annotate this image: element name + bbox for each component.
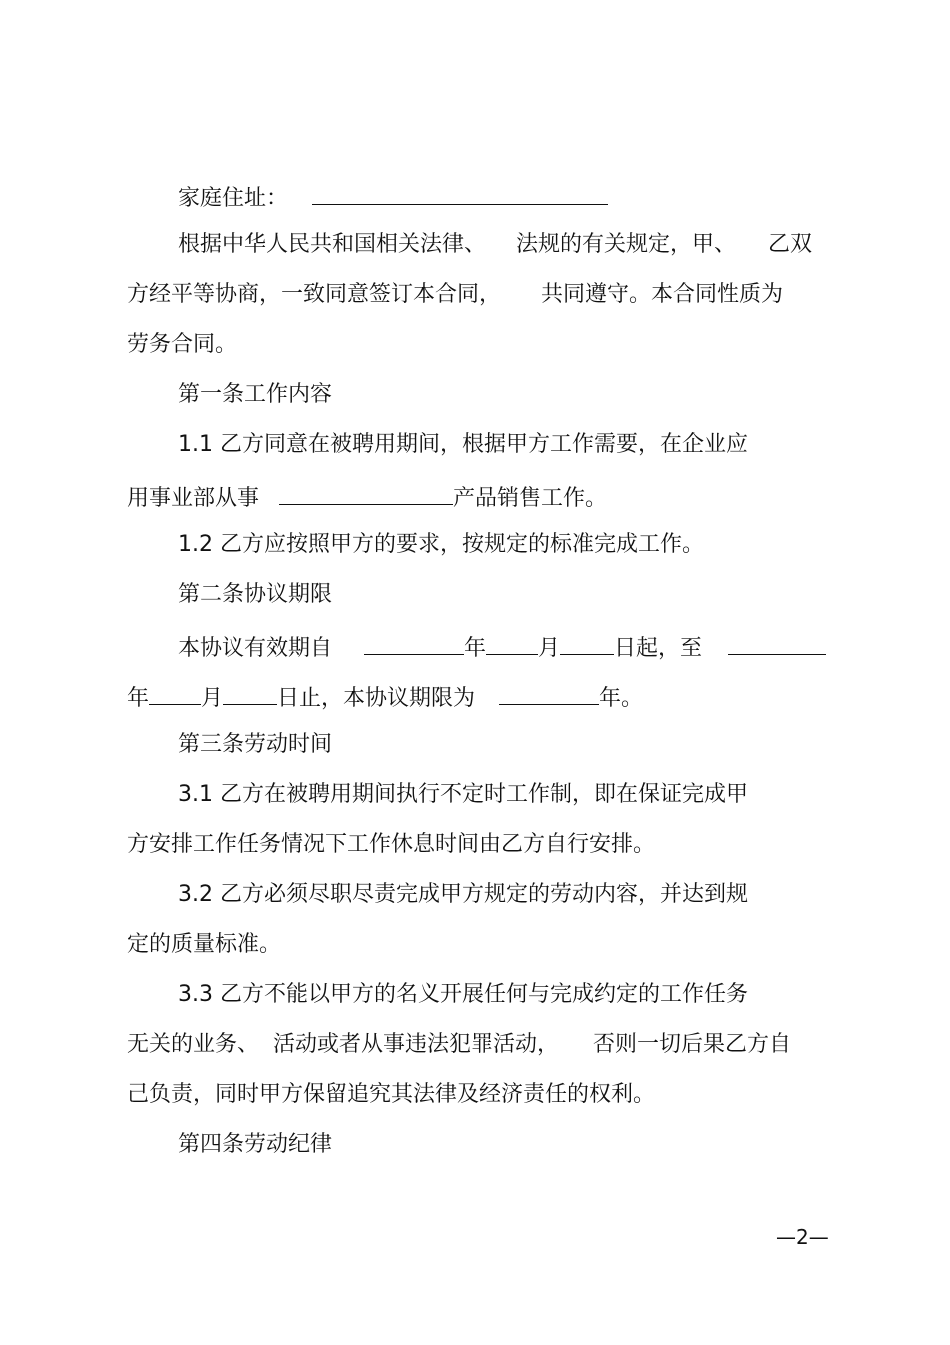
paragraph-line: 根据中华人民共和国相关法律、 法规的有关规定，甲、 乙双 (178, 232, 813, 257)
paragraph-line: 本协议有效期自 年 月 日起，至 (178, 630, 826, 664)
home-address-line (178, 180, 608, 214)
product-blank[interactable] (279, 480, 453, 505)
paragraph-line: 定的质量标准。 (127, 932, 282, 957)
article-heading: 第一条工作内容 (178, 382, 333, 407)
end-day-blank[interactable] (223, 680, 277, 705)
paragraph-line: 1.2 乙方应按照甲方的要求，按规定的标准完成工作。 (178, 532, 704, 557)
article-heading: 第四条劳动纪律 (178, 1132, 333, 1157)
start-year-blank[interactable] (364, 630, 464, 655)
term-years-blank[interactable] (499, 680, 599, 705)
article-heading: 第二条协议期限 (178, 582, 333, 607)
paragraph-line: 劳务合同。 (127, 332, 238, 357)
paragraph-line: 1.1 乙方同意在被聘用期间，根据甲方工作需要，在企业应 (178, 432, 748, 457)
home-address-blank[interactable] (312, 180, 608, 205)
paragraph-line: 年 月 日止，本协议期限为 年。 (127, 680, 643, 714)
home-address-label: 家庭住址： (178, 186, 289, 211)
paragraph-line: 无关的业务、 活动或者从事违法犯罪活动， 否则一切后果乙方自 (127, 1032, 792, 1057)
paragraph-line: 己负责，同时甲方保留追究其法律及经济责任的权利。 (127, 1082, 656, 1107)
article-heading: 第三条劳动时间 (178, 732, 333, 757)
start-month-blank[interactable] (486, 630, 538, 655)
end-month-blank[interactable] (149, 680, 201, 705)
start-day-blank[interactable] (560, 630, 614, 655)
paragraph-line: 用事业部从事 产品销售工作。 (127, 480, 607, 514)
paragraph-line: 方安排工作任务情况下工作休息时间由乙方自行安排。 (127, 832, 656, 857)
paragraph-line: 3.2 乙方必须尽职尽责完成甲方规定的劳动内容，并达到规 (178, 882, 748, 907)
end-year-blank[interactable] (728, 630, 826, 655)
paragraph-line: 方经平等协商，一致同意签订本合同， 共同遵守。本合同性质为 (127, 282, 784, 307)
paragraph-line: 3.3 乙方不能以甲方的名义开展任何与完成约定的工作任务 (178, 982, 748, 1007)
page-number: —2— (776, 1225, 829, 1249)
paragraph-line: 3.1 乙方在被聘用期间执行不定时工作制，即在保证完成甲 (178, 782, 748, 807)
